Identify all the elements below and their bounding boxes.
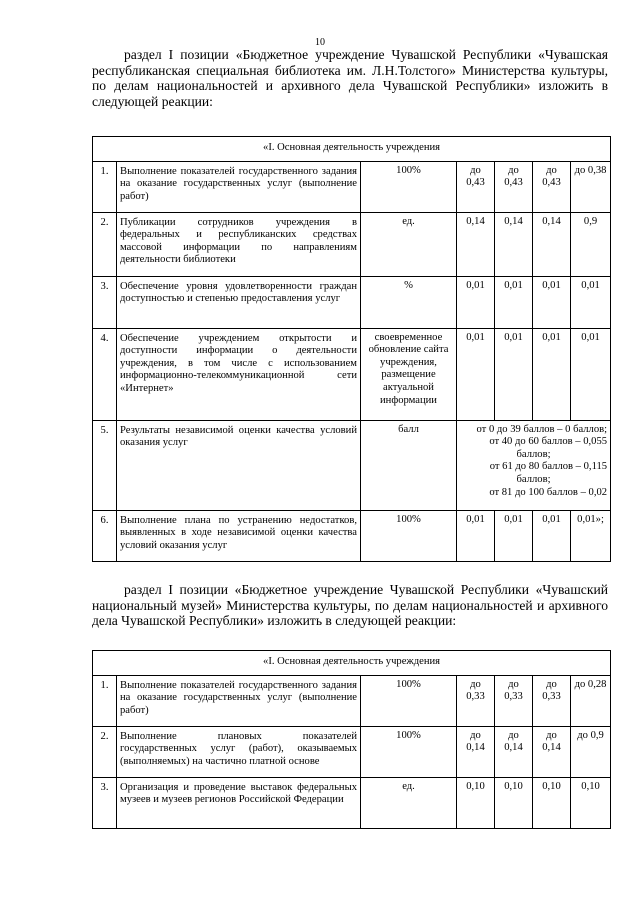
row-value: 0,01: [571, 276, 611, 328]
row-value: до 0,33: [533, 675, 571, 726]
row-description: Обеспечение учреждением открытости и доступности информации о деятельности учреждения, в том числе с использованием информационно-телекоммуникационной сети «Интернет»: [117, 328, 361, 420]
row-value: 0,01: [457, 328, 495, 420]
table-row: [93, 675, 611, 726]
table-header: «I. Основная деятельность учреждения: [93, 137, 611, 162]
row-value: 0,01: [457, 510, 495, 561]
table-header: «I. Основная деятельность учреждения: [93, 651, 611, 676]
row-value: до 0,28: [571, 675, 611, 726]
row-unit: 100%: [361, 161, 457, 212]
row-value: 0,01»;: [571, 510, 611, 561]
row-value: 0,01: [533, 510, 571, 561]
section1-table: [92, 136, 611, 562]
section2-intro-text: раздел I позиции «Бюджетное учреждение Чувашской Республики «Чувашский национальный музей» Министерства культуры, по делам национальностей и архивного дела Чувашской Республики» изложить в следующей реакции:: [92, 582, 608, 629]
scale-line: от 0 до 39 баллов – 0 баллов;: [476, 423, 608, 435]
row-value: до 0,38: [571, 161, 611, 212]
row-value: 0,14: [495, 212, 533, 276]
row-description: Выполнение показателей государственного задания на оказание государственных услуг (выполнение работ): [117, 675, 361, 726]
scale-line: баллов;: [516, 473, 551, 485]
section2-table: [92, 650, 611, 829]
table-row: [93, 726, 611, 777]
row-description: Выполнение плана по устранению недостатков, выявленных в ходе независимой оценки качества условий оказания услуг: [117, 510, 361, 561]
row-description: Организация и проведение выставок федеральных музеев и музеев регионов Российской Федерации: [117, 777, 361, 828]
row-description: Обеспечение уровня удовлетворенности граждан доступностью и степенью предоставления услуг: [117, 276, 361, 328]
row-value: до 0,43: [495, 161, 533, 212]
row-value: 0,10: [457, 777, 495, 828]
row-value: до 0,33: [495, 675, 533, 726]
row-value: до 0,43: [457, 161, 495, 212]
row-value: до 0,14: [457, 726, 495, 777]
row-number: 1.: [93, 675, 117, 726]
row-unit: ед.: [361, 212, 457, 276]
row-number: 4.: [93, 328, 117, 420]
table-row: [93, 161, 611, 212]
row-unit: своевременное обновление сайта учреждения, размещение актуальной информации: [361, 328, 457, 420]
row-description: Публикации сотрудников учреждения в федеральных и республиканских средствах массовой информации по направлениям деятельности библиотеки: [117, 212, 361, 276]
row-number: 2.: [93, 212, 117, 276]
score-scale: [457, 420, 611, 510]
row-value: 0,01: [533, 276, 571, 328]
row-value: до 0,43: [533, 161, 571, 212]
scale-line: от 61 до 80 баллов – 0,115: [489, 461, 608, 473]
row-value: 0,14: [457, 212, 495, 276]
row-unit: 100%: [361, 675, 457, 726]
row-number: 3.: [93, 276, 117, 328]
row-value: 0,01: [495, 276, 533, 328]
row-value: 0,01: [495, 328, 533, 420]
row-number: 1.: [93, 161, 117, 212]
row-unit: балл: [361, 420, 457, 510]
table-row: [93, 777, 611, 828]
row-value: 0,9: [571, 212, 611, 276]
row-unit: %: [361, 276, 457, 328]
table-header-row: [93, 137, 611, 162]
row-value: 0,14: [533, 212, 571, 276]
page-number: 10: [315, 37, 325, 48]
row-number: 6.: [93, 510, 117, 561]
row-description: Выполнение плановых показателей государственных услуг (работ), оказываемых (выполняемых) на частично платной основе: [117, 726, 361, 777]
row-value: 0,01: [533, 328, 571, 420]
row-value: до 0,9: [571, 726, 611, 777]
section1-intro: [92, 47, 608, 109]
row-description: Выполнение показателей государственного задания на оказание государственных услуг (выполнение работ): [117, 161, 361, 212]
table-row: [93, 420, 611, 510]
table-row: [93, 276, 611, 328]
row-value: 0,10: [533, 777, 571, 828]
section2-intro: [92, 582, 608, 629]
section1-intro-text: раздел I позиции «Бюджетное учреждение Чувашской Республики «Чувашская республиканская специальная библиотека им. Л.Н.Толстого» Министерства культуры, по делам национальностей и архивного дела Чувашской Республики» изложить в следующей реакции:: [92, 47, 608, 109]
row-unit: 100%: [361, 510, 457, 561]
row-number: 3.: [93, 777, 117, 828]
row-value: до 0,14: [495, 726, 533, 777]
row-value: 0,01: [495, 510, 533, 561]
row-value: 0,10: [495, 777, 533, 828]
row-value: 0,10: [571, 777, 611, 828]
table-header-row: [93, 651, 611, 676]
row-unit: ед.: [361, 777, 457, 828]
scale-line: от 81 до 100 баллов – 0,02: [489, 486, 608, 498]
table-row: [93, 328, 611, 420]
table-row: [93, 212, 611, 276]
row-number: 2.: [93, 726, 117, 777]
row-number: 5.: [93, 420, 117, 510]
row-description: Результаты независимой оценки качества условий оказания услуг: [117, 420, 361, 510]
row-value: до 0,14: [533, 726, 571, 777]
row-value: до 0,33: [457, 675, 495, 726]
scale-line: от 40 до 60 баллов – 0,055: [489, 436, 608, 448]
scale-line: баллов;: [516, 448, 551, 460]
row-unit: 100%: [361, 726, 457, 777]
row-value: 0,01: [571, 328, 611, 420]
row-value: 0,01: [457, 276, 495, 328]
table-row: [93, 510, 611, 561]
